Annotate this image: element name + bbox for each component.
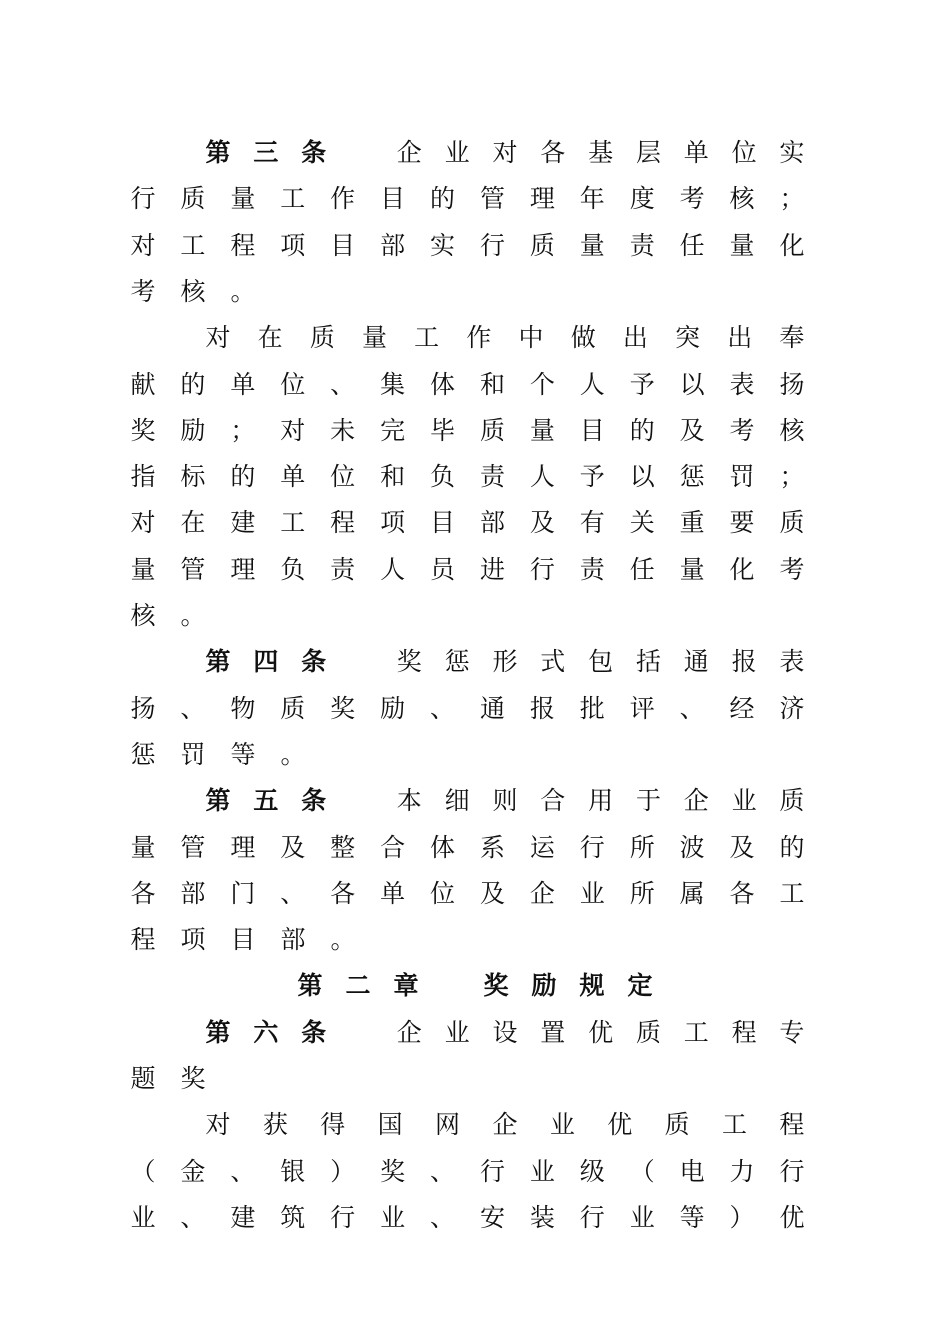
text-glyph: 业	[130, 1202, 156, 1232]
text-glyph: 部	[380, 230, 406, 260]
text-glyph: 惩	[130, 739, 156, 769]
text-line	[130, 221, 805, 267]
text-glyph: 合	[380, 832, 406, 862]
text-glyph: 条	[301, 1017, 327, 1047]
text-glyph: 实	[779, 138, 805, 167]
text-glyph: 。	[280, 739, 306, 769]
text-glyph: 工	[722, 1110, 748, 1140]
text-glyph: 量	[130, 554, 156, 584]
text-glyph: 任	[629, 554, 655, 584]
text-glyph: 各	[330, 878, 356, 908]
text-glyph: 表	[779, 647, 805, 677]
text-glyph: 工	[180, 230, 206, 260]
text-glyph: 、	[679, 693, 705, 723]
text-glyph: 指	[130, 462, 156, 492]
text-glyph: 行	[579, 832, 605, 862]
text-glyph: 在	[257, 323, 283, 353]
text-glyph: 奖	[380, 1156, 406, 1186]
text-glyph: 励	[380, 693, 406, 723]
text-glyph: 经	[729, 693, 755, 723]
text-glyph: 业	[529, 1156, 555, 1186]
text-line	[130, 452, 805, 498]
text-glyph: 质	[635, 1017, 661, 1047]
text-glyph: 考	[130, 276, 156, 306]
text-glyph: 系	[479, 832, 505, 862]
text-glyph: 员	[430, 554, 456, 584]
text-glyph: 、	[280, 878, 306, 908]
text-glyph: 于	[635, 786, 661, 816]
text-glyph: 项	[380, 508, 406, 538]
text-glyph: 度	[629, 184, 655, 214]
text-glyph: 波	[679, 832, 705, 862]
text-glyph: 业	[579, 878, 605, 908]
text-glyph: 。	[230, 276, 256, 306]
text-glyph: 整	[330, 832, 356, 862]
text-line	[205, 776, 805, 822]
text-glyph: 金	[180, 1156, 206, 1186]
text-glyph: 企	[396, 1017, 422, 1047]
text-glyph: 四	[253, 647, 279, 677]
text-glyph: 行	[130, 184, 156, 214]
heading-glyph: 章	[393, 971, 419, 1001]
heading-glyph: 奖	[483, 971, 509, 1001]
text-glyph: 核	[729, 184, 755, 214]
text-glyph: 位	[280, 369, 306, 399]
text-glyph: ）	[330, 1156, 356, 1186]
text-glyph: 业	[731, 786, 757, 816]
text-glyph: 对	[492, 138, 518, 167]
heading-glyph: 二	[345, 971, 371, 1001]
text-glyph: 第	[205, 647, 231, 677]
text-line	[205, 1100, 805, 1146]
text-glyph: 置	[540, 1017, 566, 1047]
heading-glyph: 定	[627, 971, 653, 1001]
text-glyph: 对	[205, 1110, 231, 1140]
text-glyph: 行	[479, 1156, 505, 1186]
text-glyph: 属	[679, 878, 705, 908]
text-glyph: 人	[380, 554, 406, 584]
text-glyph: 建	[230, 508, 256, 538]
text-glyph: 质	[280, 693, 306, 723]
text-glyph: 包	[588, 647, 614, 677]
text-glyph: 细	[444, 786, 470, 816]
text-glyph: 专	[779, 1017, 805, 1047]
text-line	[130, 1193, 805, 1239]
heading-glyph: 励	[531, 971, 557, 1001]
text-glyph: 励	[180, 415, 206, 445]
text-glyph: 和	[380, 462, 406, 492]
text-glyph: 质	[664, 1110, 690, 1140]
text-glyph: 三	[253, 138, 279, 167]
text-glyph: 力	[729, 1156, 755, 1186]
text-glyph: 责	[330, 554, 356, 584]
text-glyph: 责	[579, 554, 605, 584]
text-glyph: 作	[466, 323, 492, 353]
text-line	[205, 1008, 805, 1054]
text-glyph: 量	[362, 323, 388, 353]
text-glyph: 。	[180, 601, 206, 630]
text-glyph: 奖	[130, 415, 156, 445]
text-glyph: 、	[430, 693, 456, 723]
text-glyph: 目	[579, 415, 605, 445]
text-glyph: 有	[579, 508, 605, 538]
text-glyph: 关	[629, 508, 655, 538]
text-glyph: 工	[414, 323, 440, 353]
text-glyph: 要	[729, 508, 755, 538]
text-glyph: （	[629, 1156, 655, 1186]
text-glyph: 质	[529, 230, 555, 260]
text-glyph: 工	[280, 508, 306, 538]
text-glyph: 工	[280, 184, 306, 214]
text-glyph: 的	[779, 832, 805, 862]
text-glyph: 对	[205, 323, 231, 353]
text-glyph: 进	[479, 554, 505, 584]
text-glyph: 个	[529, 369, 555, 399]
text-line	[130, 684, 805, 730]
text-glyph: 第	[205, 786, 231, 816]
text-glyph: 量	[729, 230, 755, 260]
text-glyph: 出	[622, 323, 648, 353]
text-glyph: 用	[588, 786, 614, 816]
text-glyph: 本	[396, 786, 422, 816]
text-glyph: 程	[731, 1017, 757, 1047]
text-glyph: 企	[529, 878, 555, 908]
text-glyph: ；	[779, 184, 805, 214]
text-glyph: 对	[130, 508, 156, 538]
text-glyph: 筑	[280, 1202, 306, 1232]
text-glyph: 完	[380, 415, 406, 445]
text-glyph: 等	[230, 739, 256, 769]
text-line	[130, 267, 805, 313]
text-glyph: 装	[529, 1202, 555, 1232]
text-glyph: 、	[180, 1202, 206, 1232]
text-glyph: 人	[529, 462, 555, 492]
text-glyph: 做	[570, 323, 596, 353]
text-glyph: 量	[529, 415, 555, 445]
text-glyph: 作	[330, 184, 356, 214]
text-glyph: 获	[262, 1110, 288, 1140]
text-glyph: 对	[280, 415, 306, 445]
text-glyph: 及	[729, 832, 755, 862]
text-glyph: 各	[729, 878, 755, 908]
text-glyph: 核	[180, 276, 206, 306]
text-glyph: 行	[330, 1202, 356, 1232]
text-glyph: 题	[130, 1064, 156, 1093]
text-glyph: 建	[230, 1202, 256, 1232]
text-line	[130, 1147, 805, 1193]
text-glyph: 部	[479, 508, 505, 538]
text-glyph: 惩	[679, 462, 705, 492]
text-glyph: 企	[683, 786, 709, 816]
text-glyph: 各	[130, 878, 156, 908]
text-line	[130, 1054, 805, 1100]
text-glyph: 化	[729, 554, 755, 584]
heading-glyph: 规	[579, 971, 605, 1001]
text-glyph: 中	[518, 323, 544, 353]
text-glyph: 行	[479, 230, 505, 260]
text-glyph: 予	[579, 462, 605, 492]
text-glyph: ；	[779, 462, 805, 492]
text-glyph: 标	[180, 462, 206, 492]
text-glyph: 罚	[729, 462, 755, 492]
text-glyph: 所	[629, 878, 655, 908]
text-line	[130, 498, 805, 544]
text-glyph: 量	[230, 184, 256, 214]
text-glyph: 程	[130, 925, 156, 955]
text-glyph: 行	[579, 1202, 605, 1232]
text-glyph: 业	[444, 138, 470, 167]
text-glyph: 惩	[444, 647, 470, 677]
text-glyph: 业	[549, 1110, 575, 1140]
text-glyph: 程	[230, 230, 256, 260]
text-glyph: 在	[180, 508, 206, 538]
text-glyph: 管	[180, 832, 206, 862]
text-glyph: 和	[479, 369, 505, 399]
text-glyph: 济	[779, 693, 805, 723]
text-glyph: 运	[529, 832, 555, 862]
text-glyph: 条	[301, 786, 327, 816]
text-glyph: 实	[430, 230, 456, 260]
text-glyph: 程	[779, 1110, 805, 1140]
text-glyph: 质	[309, 323, 335, 353]
text-glyph: 安	[479, 1202, 505, 1232]
text-glyph: 国	[377, 1110, 403, 1140]
text-glyph: 量	[579, 230, 605, 260]
text-glyph: 单	[280, 462, 306, 492]
text-glyph: 业	[629, 1202, 655, 1232]
text-glyph: 第	[205, 1017, 231, 1047]
text-glyph: 单	[380, 878, 406, 908]
text-glyph: 考	[729, 415, 755, 445]
text-glyph: 工	[779, 878, 805, 908]
text-glyph: 优	[588, 1017, 614, 1047]
text-glyph: 考	[679, 184, 705, 214]
text-glyph: 、	[330, 369, 356, 399]
text-glyph: 责	[479, 462, 505, 492]
text-glyph: 量	[130, 832, 156, 862]
text-line	[130, 869, 805, 915]
text-glyph: 的	[230, 462, 256, 492]
text-glyph: 任	[679, 230, 705, 260]
text-glyph: 扬	[130, 693, 156, 723]
text-glyph: 目	[330, 230, 356, 260]
text-line	[130, 730, 805, 776]
text-glyph: 奖	[396, 647, 422, 677]
text-glyph: 所	[629, 832, 655, 862]
text-glyph: 项	[180, 925, 206, 955]
text-glyph: 等	[679, 1202, 705, 1232]
text-glyph: ；	[230, 415, 256, 445]
text-glyph: 核	[130, 601, 156, 630]
text-glyph: 负	[430, 462, 456, 492]
text-glyph: 式	[540, 647, 566, 677]
text-glyph: 及	[479, 878, 505, 908]
text-glyph: 项	[280, 230, 306, 260]
text-glyph: 负	[280, 554, 306, 584]
text-glyph: 批	[579, 693, 605, 723]
text-glyph: 出	[727, 323, 753, 353]
text-glyph: 予	[629, 369, 655, 399]
text-glyph: 单	[230, 369, 256, 399]
text-glyph: 行	[529, 554, 555, 584]
text-glyph: 优	[607, 1110, 633, 1140]
text-glyph: 年	[579, 184, 605, 214]
text-glyph: 理	[230, 832, 256, 862]
text-glyph: 优	[779, 1202, 805, 1232]
text-glyph: 突	[675, 323, 701, 353]
text-glyph: 质	[779, 508, 805, 538]
text-glyph: 化	[779, 230, 805, 260]
text-glyph: 质	[779, 786, 805, 816]
text-glyph: 人	[579, 369, 605, 399]
text-glyph: 单	[683, 138, 709, 167]
text-glyph: 企	[492, 1110, 518, 1140]
text-glyph: 理	[230, 554, 256, 584]
text-glyph: 、	[430, 1156, 456, 1186]
chapter-heading	[0, 961, 950, 1007]
text-glyph: 及	[529, 508, 555, 538]
text-glyph: 。	[330, 925, 356, 955]
text-glyph: 报	[529, 693, 555, 723]
text-glyph: 部	[280, 925, 306, 955]
text-glyph: 考	[779, 554, 805, 584]
text-glyph: 以	[629, 462, 655, 492]
text-glyph: 体	[430, 369, 456, 399]
text-glyph: 管	[479, 184, 505, 214]
text-glyph: 条	[301, 647, 327, 677]
text-glyph: 位	[330, 462, 356, 492]
text-glyph: 目	[230, 925, 256, 955]
text-glyph: 通	[683, 647, 709, 677]
text-glyph: 以	[679, 369, 705, 399]
text-glyph: 则	[492, 786, 518, 816]
text-glyph: 未	[330, 415, 356, 445]
text-glyph: 表	[729, 369, 755, 399]
text-glyph: 得	[320, 1110, 346, 1140]
text-glyph: 银	[280, 1156, 306, 1186]
text-glyph: 、	[430, 1202, 456, 1232]
text-glyph: 对	[130, 230, 156, 260]
text-glyph: 量	[679, 554, 705, 584]
text-glyph: （	[130, 1156, 156, 1186]
text-line	[130, 360, 805, 406]
text-glyph: 基	[588, 138, 614, 167]
text-glyph: 第	[205, 138, 231, 167]
text-glyph: 业	[380, 1202, 406, 1232]
text-glyph: 部	[180, 878, 206, 908]
text-glyph: 的	[180, 369, 206, 399]
text-glyph: 级	[579, 1156, 605, 1186]
text-glyph: 合	[540, 786, 566, 816]
text-line	[205, 313, 805, 359]
text-glyph: 企	[396, 138, 422, 167]
text-glyph: 业	[444, 1017, 470, 1047]
text-glyph: 报	[731, 647, 757, 677]
text-line	[130, 406, 805, 452]
text-glyph: 通	[479, 693, 505, 723]
text-glyph: 位	[731, 138, 757, 167]
text-line	[130, 915, 805, 961]
text-glyph: 行	[779, 1156, 805, 1186]
text-glyph: 管	[180, 554, 206, 584]
text-glyph: 奖	[180, 1064, 206, 1093]
text-glyph: 、	[180, 693, 206, 723]
text-glyph: ）	[729, 1202, 755, 1232]
text-glyph: 献	[130, 369, 156, 399]
text-glyph: 物	[230, 693, 256, 723]
text-glyph: 责	[629, 230, 655, 260]
text-glyph: 五	[253, 786, 279, 816]
text-line	[205, 637, 805, 683]
text-glyph: 电	[679, 1156, 705, 1186]
text-line	[130, 591, 805, 637]
text-glyph: 及	[679, 415, 705, 445]
text-glyph: 质	[180, 184, 206, 214]
text-line	[205, 128, 805, 174]
text-glyph: 六	[253, 1017, 279, 1047]
text-glyph: 工	[683, 1017, 709, 1047]
text-line	[130, 545, 805, 591]
text-glyph: 门	[230, 878, 256, 908]
text-glyph: 评	[629, 693, 655, 723]
text-glyph: 集	[380, 369, 406, 399]
text-glyph: 括	[635, 647, 661, 677]
text-glyph: 体	[430, 832, 456, 862]
text-glyph: 重	[679, 508, 705, 538]
text-glyph: 奉	[779, 323, 805, 353]
text-glyph: 理	[529, 184, 555, 214]
text-line	[130, 823, 805, 869]
text-glyph: 、	[230, 1156, 256, 1186]
text-glyph: 网	[435, 1110, 461, 1140]
text-glyph: 质	[479, 415, 505, 445]
text-line	[130, 174, 805, 220]
text-glyph: 罚	[180, 739, 206, 769]
text-glyph: 核	[779, 415, 805, 445]
text-glyph: 毕	[430, 415, 456, 445]
text-glyph: 目	[430, 508, 456, 538]
text-glyph: 程	[330, 508, 356, 538]
text-glyph: 位	[430, 878, 456, 908]
text-glyph: 形	[492, 647, 518, 677]
text-glyph: 及	[280, 832, 306, 862]
text-glyph: 奖	[330, 693, 356, 723]
text-glyph: 目	[380, 184, 406, 214]
text-glyph: 条	[301, 138, 327, 167]
text-glyph: 设	[492, 1017, 518, 1047]
text-glyph: 层	[635, 138, 661, 167]
heading-glyph: 第	[297, 971, 323, 1001]
text-glyph: 各	[540, 138, 566, 167]
text-glyph: 的	[430, 184, 456, 214]
text-glyph: 扬	[779, 369, 805, 399]
text-glyph: 的	[629, 415, 655, 445]
